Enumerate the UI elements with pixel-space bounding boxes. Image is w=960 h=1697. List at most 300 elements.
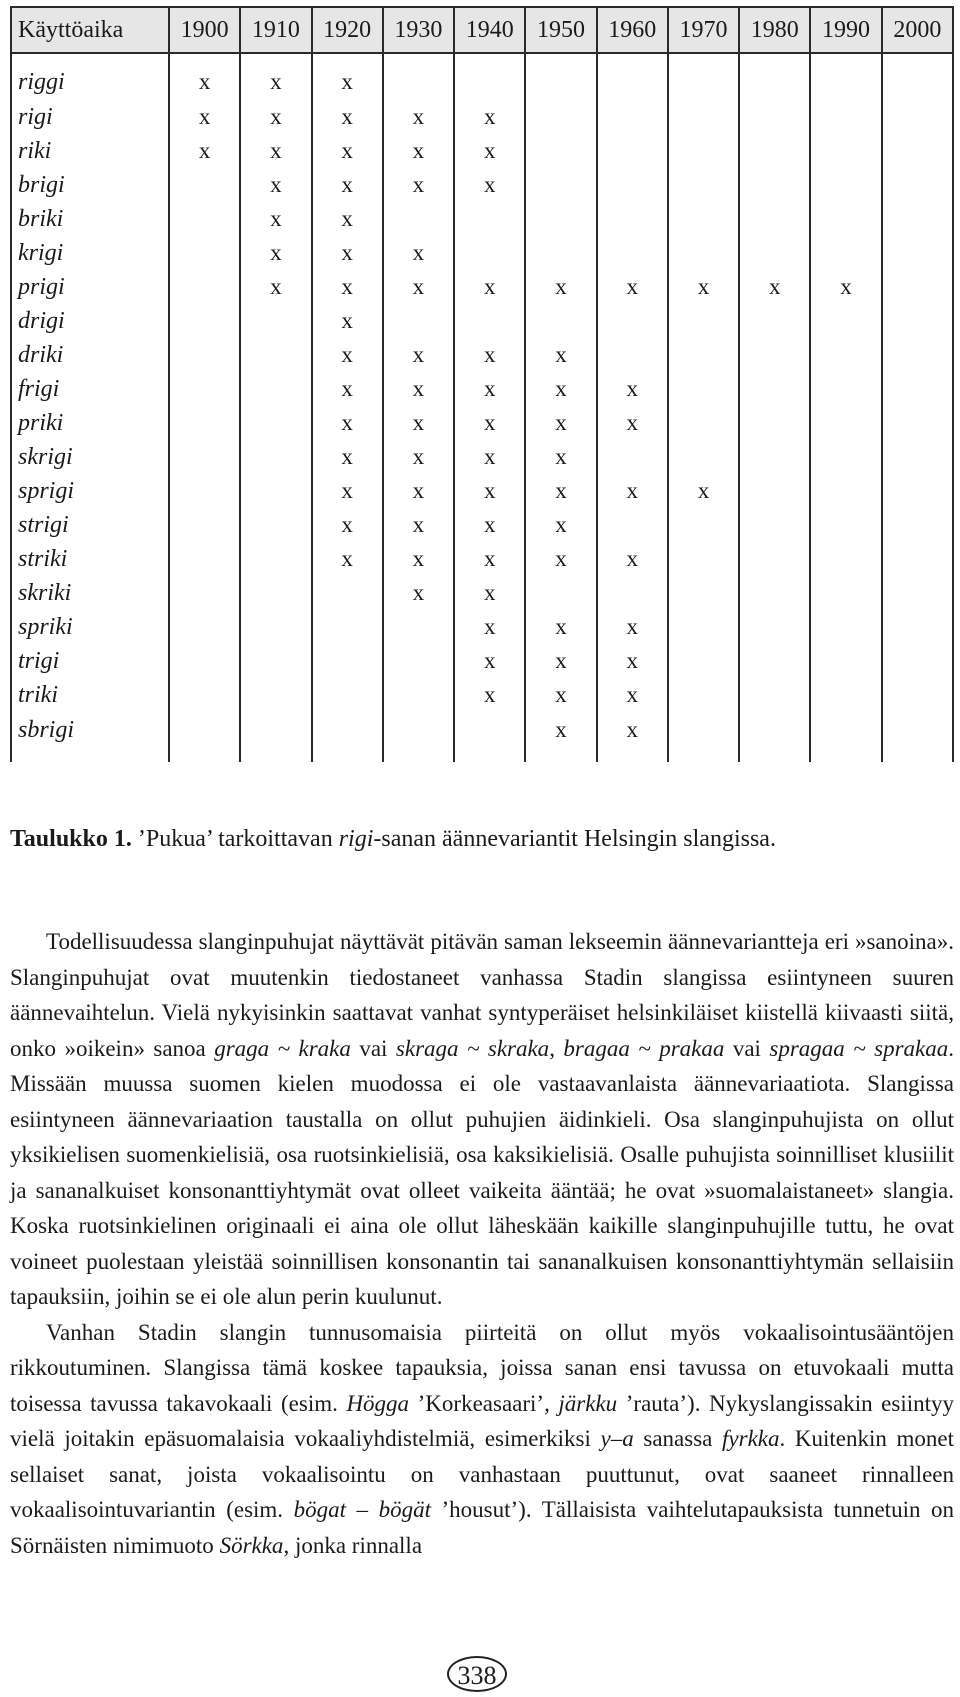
variant-word: riki: [11, 134, 169, 168]
table-row: [11, 53, 953, 100]
table-row: [11, 406, 953, 440]
header-decade: 1950: [525, 7, 596, 53]
usage-mark: x: [312, 236, 383, 270]
usage-mark: [597, 576, 668, 610]
usage-mark: [668, 406, 739, 440]
usage-mark: [169, 678, 240, 712]
usage-mark: [240, 372, 311, 406]
usage-mark: [383, 202, 454, 236]
usage-mark: x: [525, 406, 596, 440]
usage-mark: [810, 678, 881, 712]
usage-mark: x: [597, 644, 668, 678]
usage-mark: x: [240, 53, 311, 100]
usage-mark: [668, 644, 739, 678]
usage-mark: [525, 202, 596, 236]
caption-text-before: ’Pukua’ tarkoittavan: [131, 826, 339, 852]
usage-mark: [739, 53, 810, 100]
usage-mark: x: [169, 134, 240, 168]
table-row: [11, 168, 953, 202]
usage-period-table: [10, 6, 954, 762]
usage-mark: x: [597, 542, 668, 576]
usage-mark: [240, 508, 311, 542]
usage-mark: x: [525, 372, 596, 406]
usage-mark: [739, 236, 810, 270]
usage-mark: [810, 542, 881, 576]
usage-mark: x: [454, 406, 525, 440]
usage-mark: x: [312, 372, 383, 406]
page-number: 338: [447, 1656, 507, 1692]
usage-mark: x: [454, 474, 525, 508]
usage-mark: [312, 678, 383, 712]
usage-mark: [882, 270, 953, 304]
caption-text-after: -sanan äännevariantit Helsingin slangissa.: [373, 826, 776, 852]
variant-word: drigi: [11, 304, 169, 338]
usage-mark: [810, 644, 881, 678]
usage-mark: [169, 270, 240, 304]
header-usage-period: Käyttöaika: [11, 7, 169, 53]
header-decade: 1970: [668, 7, 739, 53]
header-decade: 1930: [383, 7, 454, 53]
usage-mark: [882, 338, 953, 372]
usage-mark: x: [240, 236, 311, 270]
variant-word: strigi: [11, 508, 169, 542]
italic-term: bögat – bögät: [293, 1497, 431, 1522]
usage-mark: [739, 338, 810, 372]
text-run: Vanhan Stadin slangin tunnusomaisia piirteitä on ollut myös vokaalisointusääntöjen rikkoutuminen. Slangissa tämä koskee tapauksia, joissa sanan ensi tavussa on etuvokaali mutta toisessa tavussa takavokaali (esim.: [10, 1319, 954, 1416]
variant-word: rigi: [11, 100, 169, 134]
usage-mark: x: [739, 270, 810, 304]
usage-mark: [597, 202, 668, 236]
variant-word: spriki: [11, 610, 169, 644]
usage-mark: [169, 474, 240, 508]
italic-term: spragaa ~ sprakaa: [769, 1035, 949, 1061]
usage-mark: [810, 100, 881, 134]
italic-term: järkku: [558, 1390, 618, 1416]
usage-mark: [739, 474, 810, 508]
usage-mark: x: [454, 678, 525, 712]
italic-term: graga ~ kraka: [214, 1035, 351, 1061]
table-row: [11, 644, 953, 678]
usage-mark: [668, 610, 739, 644]
usage-mark: [668, 576, 739, 610]
usage-mark: [383, 53, 454, 100]
usage-mark: [810, 576, 881, 610]
usage-mark: x: [383, 338, 454, 372]
table-row: [11, 542, 953, 576]
usage-mark: [882, 712, 953, 762]
variant-word: prigi: [11, 270, 169, 304]
usage-mark: x: [383, 542, 454, 576]
usage-mark: [597, 134, 668, 168]
usage-mark: [810, 168, 881, 202]
text-run: , jonka rinnalla: [283, 1532, 423, 1558]
usage-mark: x: [312, 270, 383, 304]
usage-mark: x: [383, 440, 454, 474]
text-run: ’rauta’). Nykyslangissakin esiintyy vielä joitakin epäsuomalaisia vokaaliyhdistelmiä, esimerkiksi: [10, 1390, 954, 1451]
usage-mark: [525, 304, 596, 338]
table-row: [11, 100, 953, 134]
usage-mark: x: [454, 440, 525, 474]
variant-word: sbrigi: [11, 712, 169, 762]
usage-mark: [240, 474, 311, 508]
usage-mark: [810, 440, 881, 474]
usage-mark: [882, 542, 953, 576]
table-row: [11, 712, 953, 762]
variant-word: skrigi: [11, 440, 169, 474]
usage-mark: x: [597, 270, 668, 304]
italic-term: fyrkka: [722, 1426, 780, 1451]
usage-mark: [312, 644, 383, 678]
usage-mark: x: [525, 610, 596, 644]
usage-mark: [739, 678, 810, 712]
usage-mark: [810, 338, 881, 372]
header-decade: 1990: [810, 7, 881, 53]
usage-mark: [739, 134, 810, 168]
usage-mark: [810, 610, 881, 644]
usage-mark: [882, 440, 953, 474]
usage-mark: [383, 678, 454, 712]
usage-mark: x: [810, 270, 881, 304]
usage-mark: [810, 712, 881, 762]
table-row: [11, 508, 953, 542]
usage-mark: x: [454, 338, 525, 372]
usage-mark: x: [312, 202, 383, 236]
usage-mark: x: [597, 610, 668, 644]
usage-mark: [169, 202, 240, 236]
usage-mark: [882, 134, 953, 168]
body-paragraph: [10, 1315, 954, 1564]
usage-mark: [739, 508, 810, 542]
table-caption: [10, 822, 954, 856]
usage-mark: [597, 508, 668, 542]
usage-mark: [739, 440, 810, 474]
usage-mark: [169, 644, 240, 678]
usage-mark: [597, 304, 668, 338]
usage-mark: [882, 236, 953, 270]
header-decade: 1910: [240, 7, 311, 53]
usage-mark: x: [597, 406, 668, 440]
usage-mark: [882, 168, 953, 202]
usage-mark: [240, 610, 311, 644]
usage-mark: x: [312, 168, 383, 202]
text-run: ’Korkeasaari’,: [409, 1390, 559, 1416]
usage-mark: [169, 712, 240, 762]
usage-mark: x: [597, 372, 668, 406]
header-decade: 2000: [882, 7, 953, 53]
usage-mark: x: [383, 168, 454, 202]
usage-mark: [525, 236, 596, 270]
usage-mark: [739, 576, 810, 610]
usage-mark: [739, 304, 810, 338]
usage-mark: x: [312, 474, 383, 508]
usage-mark: [597, 168, 668, 202]
table-row: [11, 270, 953, 304]
usage-mark: [169, 406, 240, 440]
usage-mark: [810, 508, 881, 542]
usage-mark: [882, 508, 953, 542]
usage-mark: [739, 610, 810, 644]
table-row: [11, 236, 953, 270]
variant-word: brigi: [11, 168, 169, 202]
table-row: [11, 610, 953, 644]
usage-mark: x: [383, 508, 454, 542]
variant-word: striki: [11, 542, 169, 576]
usage-mark: x: [668, 474, 739, 508]
usage-mark: [454, 236, 525, 270]
usage-mark: [169, 610, 240, 644]
usage-mark: [597, 440, 668, 474]
usage-mark: [169, 338, 240, 372]
table-row: [11, 440, 953, 474]
usage-mark: [668, 236, 739, 270]
usage-mark: x: [525, 270, 596, 304]
text-run: vai: [724, 1035, 770, 1061]
usage-mark: x: [240, 202, 311, 236]
usage-mark: [240, 644, 311, 678]
usage-mark: [882, 372, 953, 406]
usage-mark: [739, 372, 810, 406]
usage-mark: [668, 304, 739, 338]
usage-mark: x: [668, 270, 739, 304]
usage-mark: x: [312, 304, 383, 338]
usage-mark: [882, 576, 953, 610]
usage-mark: [383, 304, 454, 338]
usage-mark: x: [525, 440, 596, 474]
usage-mark: [739, 644, 810, 678]
usage-mark: [240, 406, 311, 440]
usage-mark: x: [312, 508, 383, 542]
usage-mark: x: [454, 508, 525, 542]
usage-mark: [668, 372, 739, 406]
usage-mark: x: [240, 168, 311, 202]
usage-mark: [169, 508, 240, 542]
usage-mark: [169, 372, 240, 406]
variant-word: trigi: [11, 644, 169, 678]
usage-mark: [882, 644, 953, 678]
variant-word: riggi: [11, 53, 169, 100]
usage-mark: [668, 338, 739, 372]
usage-mark: x: [454, 542, 525, 576]
usage-mark: [882, 406, 953, 440]
usage-mark: x: [312, 100, 383, 134]
usage-mark: x: [454, 576, 525, 610]
usage-mark: [810, 372, 881, 406]
usage-mark: [525, 576, 596, 610]
usage-mark: x: [525, 508, 596, 542]
text-run: . Kuitenkin monet sellaiset sanat, joista vokaalisointu on vanhastaan puuttunut, ovat saaneet rinnalleen vokaalisointuvariantin (esim.: [10, 1426, 955, 1522]
usage-mark: [668, 440, 739, 474]
usage-mark: [668, 678, 739, 712]
usage-mark: x: [525, 644, 596, 678]
usage-mark: [739, 202, 810, 236]
usage-mark: [383, 712, 454, 762]
usage-mark: [810, 53, 881, 100]
text-run: ,: [549, 1035, 564, 1061]
table-row: [11, 372, 953, 406]
usage-mark: x: [383, 134, 454, 168]
usage-mark: [668, 508, 739, 542]
usage-mark: [739, 542, 810, 576]
usage-mark: [668, 53, 739, 100]
text-run: ’housut’). Tällaisista vaihtelutapauksista tunnetuin on Sörnäisten nimimuoto: [10, 1497, 955, 1558]
text-run: sanassa: [633, 1426, 723, 1451]
usage-mark: [240, 304, 311, 338]
usage-mark: x: [454, 168, 525, 202]
header-decade: 1920: [312, 7, 383, 53]
usage-mark: x: [525, 474, 596, 508]
variant-word: skriki: [11, 576, 169, 610]
usage-mark: [169, 236, 240, 270]
usage-mark: [810, 406, 881, 440]
usage-mark: [312, 712, 383, 762]
usage-mark: x: [240, 100, 311, 134]
usage-mark: x: [597, 712, 668, 762]
header-decade: 1900: [169, 7, 240, 53]
usage-mark: [810, 236, 881, 270]
usage-mark: x: [525, 338, 596, 372]
usage-mark: [882, 474, 953, 508]
variant-word: briki: [11, 202, 169, 236]
usage-mark: x: [454, 270, 525, 304]
usage-mark: x: [525, 712, 596, 762]
usage-mark: x: [525, 542, 596, 576]
table-row: [11, 304, 953, 338]
usage-mark: x: [240, 134, 311, 168]
usage-mark: [169, 440, 240, 474]
usage-mark: x: [312, 338, 383, 372]
usage-mark: [882, 610, 953, 644]
usage-mark: [240, 542, 311, 576]
usage-mark: [312, 610, 383, 644]
usage-mark: [169, 168, 240, 202]
usage-mark: [169, 542, 240, 576]
usage-mark: x: [454, 610, 525, 644]
usage-mark: [668, 712, 739, 762]
table-row: [11, 678, 953, 712]
usage-mark: [739, 168, 810, 202]
variant-word: priki: [11, 406, 169, 440]
usage-mark: x: [454, 372, 525, 406]
usage-mark: [454, 712, 525, 762]
usage-mark: [882, 304, 953, 338]
usage-mark: x: [312, 134, 383, 168]
usage-mark: [668, 134, 739, 168]
usage-mark: [882, 53, 953, 100]
usage-mark: [668, 202, 739, 236]
usage-mark: [882, 202, 953, 236]
usage-mark: x: [383, 270, 454, 304]
table-header-row: [11, 7, 953, 53]
usage-mark: [525, 168, 596, 202]
usage-mark: [525, 53, 596, 100]
usage-mark: [739, 100, 810, 134]
table-row: [11, 202, 953, 236]
usage-mark: x: [312, 440, 383, 474]
text-run: . Missään muussa suomen kielen muodossa ei ole vastaavanlaista äännevariaatiota. Slangissa esiintyneen äännevariaation taustalla on ollut puhujien äidinkieli. Osa slanginpuhujista on ollut yksikielisen suomenkielisiä, osa ruotsinkielisiä, osa kaksikielisiä. Osalle puhujista soinnilliset klusiilit ja sananalkuiset konsonanttiyhtymät ovat olleet vaikeita ääntää; he ovat »suomalaistaneet» slangia. Koska ruotsinkielinen originaali ei aina ole ollut läheskään kaikille slanginpuhujille tuttu, he ovat voineet puolestaan yleistää soinnillisen konsonantin tai sananalkuisen konsonanttiyhtymän sellaisiin tapauksiin, joihin se ei ole alun perin kuulunut.: [10, 1035, 954, 1309]
usage-mark: x: [597, 678, 668, 712]
usage-mark: [597, 53, 668, 100]
italic-term: skraga ~ skraka: [395, 1035, 550, 1061]
usage-mark: x: [312, 406, 383, 440]
table-row: [11, 338, 953, 372]
usage-mark: [882, 678, 953, 712]
body-paragraph: [10, 924, 954, 1315]
usage-mark: [383, 644, 454, 678]
usage-mark: x: [525, 678, 596, 712]
italic-term: Sörkka: [219, 1532, 284, 1558]
italic-term: bragaa ~ prakaa: [563, 1035, 725, 1061]
usage-mark: [597, 236, 668, 270]
usage-mark: [240, 576, 311, 610]
table-row: [11, 474, 953, 508]
usage-mark: x: [169, 53, 240, 100]
usage-mark: [454, 304, 525, 338]
text-run: vai: [350, 1035, 396, 1061]
body-text: [10, 924, 954, 1563]
usage-mark: [525, 134, 596, 168]
usage-mark: x: [383, 406, 454, 440]
usage-mark: x: [383, 474, 454, 508]
usage-mark: [810, 304, 881, 338]
usage-mark: [668, 168, 739, 202]
usage-mark: [169, 304, 240, 338]
usage-mark: x: [454, 100, 525, 134]
header-decade: 1960: [597, 7, 668, 53]
usage-mark: [454, 202, 525, 236]
usage-mark: [810, 134, 881, 168]
usage-mark: [240, 712, 311, 762]
usage-mark: [240, 338, 311, 372]
italic-term: y–a: [600, 1426, 634, 1451]
header-decade: 1980: [739, 7, 810, 53]
usage-mark: x: [240, 270, 311, 304]
caption-label: Taulukko 1.: [10, 826, 132, 852]
usage-mark: [739, 712, 810, 762]
usage-mark: x: [383, 236, 454, 270]
usage-mark: [668, 542, 739, 576]
text-run: Todellisuudessa slanginpuhujat näyttävät pitävän saman lekseemin äännevariantteja eri »sanoina». Slanginpuhujat ovat muutenkin tiedostaneet vanhassa Stadin slangissa esiintyneen suuren äännevaihtelun. Vielä nykyisinkin saattavat vanhat syntyperäiset helsinkiläiset kiistellä kiivaasti siitä, onko »oikein» sanoa: [10, 929, 954, 1061]
usage-mark: [739, 406, 810, 440]
usage-mark: [810, 202, 881, 236]
usage-mark: x: [383, 372, 454, 406]
usage-mark: x: [383, 100, 454, 134]
usage-mark: [383, 610, 454, 644]
table-row: [11, 576, 953, 610]
usage-mark: x: [312, 53, 383, 100]
usage-mark: [169, 576, 240, 610]
usage-mark: x: [454, 134, 525, 168]
variant-word: triki: [11, 678, 169, 712]
usage-mark: [810, 474, 881, 508]
variant-word: krigi: [11, 236, 169, 270]
usage-mark: x: [169, 100, 240, 134]
header-decade: 1940: [454, 7, 525, 53]
usage-mark: [882, 100, 953, 134]
usage-mark: [668, 100, 739, 134]
variant-word: driki: [11, 338, 169, 372]
usage-mark: [525, 100, 596, 134]
usage-mark: [240, 678, 311, 712]
usage-mark: [454, 53, 525, 100]
caption-italic-word: rigi: [338, 826, 374, 852]
usage-mark: x: [454, 644, 525, 678]
variant-word: frigi: [11, 372, 169, 406]
usage-mark: x: [383, 576, 454, 610]
usage-mark: [597, 338, 668, 372]
italic-term: Högga: [346, 1390, 410, 1416]
usage-mark: [312, 576, 383, 610]
variant-word: sprigi: [11, 474, 169, 508]
